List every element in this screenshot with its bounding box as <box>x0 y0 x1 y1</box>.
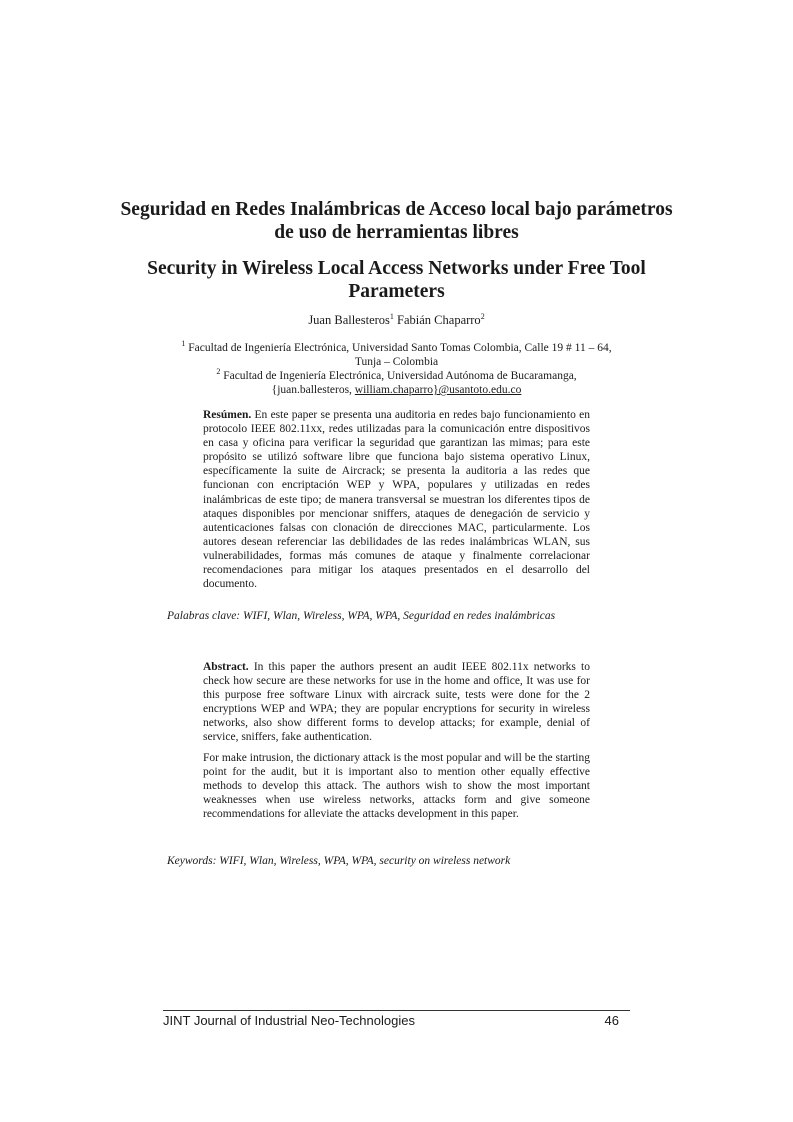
author-name: Fabián Chaparro <box>397 313 481 327</box>
footer-rule <box>163 1010 630 1011</box>
affiliation-text: Facultad de Ingeniería Electrónica, Universidad Autónoma de Bucaramanga, <box>223 370 577 382</box>
title-english: Security in Wireless Local Access Networks under Free Tool Parameters <box>147 258 646 302</box>
abstract-paragraph-1 <box>203 660 590 745</box>
palabras-clave: Palabras clave: WIFI, Wlan, Wireless, WPA, WPA, Seguridad en redes inalámbricas <box>167 610 556 622</box>
affiliation-mark: 2 <box>216 367 221 376</box>
keywords: Keywords: WIFI, Wlan, Wireless, WPA, WPA, security on wireless network <box>167 855 511 867</box>
footer-page-number: 46 <box>604 1013 619 1028</box>
resumen-text: En este paper se presenta una auditoria en redes bajo funcionamiento en protocolo IEEE 802.11xx, redes utilizadas para la comunicación entre dispositivos en casa y oficina para verificar la seguridad que garantizan las mimas; para este propósito se utilizó software libre que funciona bajo sistema operativo Linux, específicamente la suite de Aircrack; se presenta la auditoria a las redes que funcionan con encriptación WEP y WPA, populares y utilizadas en redes inalámbricas de este tipo; de manera transversal se muestran los diferentes tipos de ataques disponibles por mencionar sniffers, ataques de denegación de servicio y autenticaciones falsas con clonación de direcciones MAC, particularmente. Los autores desean referenciar las debilidades de las redes inalámbricas WLAN, sus vulnerabilidades, formas más comunes de ataque y finalmente correlacionar recomendaciones para mitigar los ataques presentados en el desarrollo del documento. <box>203 409 591 591</box>
author-affiliation-mark: 2 <box>480 312 485 321</box>
abstract-text-1: In this paper the authors present an audit IEEE 802.11x networks to check how secure are these networks for use in the home and office, It was use for this purpose free software Linux with aircrack suite, tests were done for the 2 encryptions WEP and WPA; they are popular encryptions for security in wireless networks, also show different forms to develop attacks; for example, denial of service, sniffers, fake authentication. <box>203 661 590 744</box>
author-name: Juan Ballesteros <box>308 313 390 327</box>
footer-journal: JINT Journal of Industrial Neo-Technologies <box>163 1013 415 1028</box>
affiliation-2 <box>180 369 613 383</box>
affiliation-emails <box>180 383 613 397</box>
affiliation-text: Facultad de Ingeniería Electrónica, Universidad Santo Tomas Colombia, Calle 19 # 11 – 64, Tunja – Colombia <box>188 342 612 368</box>
affiliation-1 <box>180 341 613 369</box>
resumen-paragraph <box>203 408 590 591</box>
authors-line <box>120 312 673 328</box>
title-spanish: Seguridad en Redes Inalámbricas de Acceso local bajo parámetros de uso de herramientas libres <box>120 199 673 243</box>
email-link[interactable]: william.chaparro}@usantoto.edu.co <box>354 384 522 396</box>
abstract-label: Abstract. <box>203 661 249 673</box>
abstract-paragraph-2: For make intrusion, the dictionary attack is the most popular and will be the starting point for the audit, but it is important also to mention other equally effective methods to develop this attack. The authors wish to show the most important weaknesses when use wireless networks, attacks form and give someone recommendations for alleviate the attacks development in this paper. <box>203 752 590 821</box>
resumen-label: Resúmen. <box>203 409 252 421</box>
author-affiliation-mark: 1 <box>389 312 394 321</box>
affiliation-mark: 1 <box>181 339 186 348</box>
email-prefix: {juan.ballesteros, <box>271 384 352 396</box>
